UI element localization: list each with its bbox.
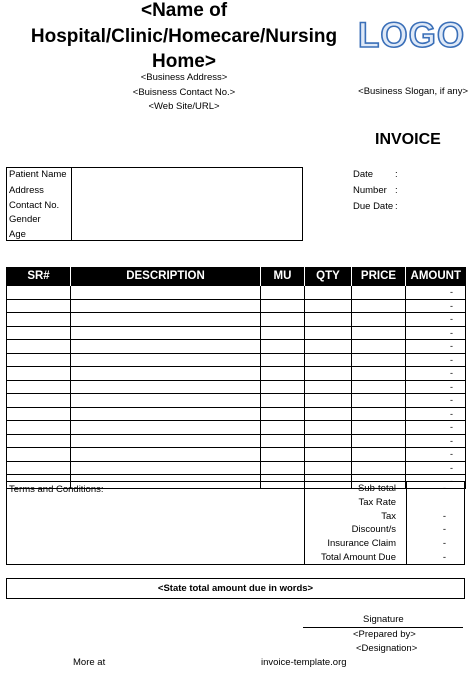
totals-label: Discount/s (351, 524, 396, 536)
signature-line (303, 627, 463, 628)
business-name-line1: <Name of (140, 0, 228, 21)
totals-label: Sub-total (357, 483, 396, 494)
designation: <Designation> (356, 643, 418, 654)
cell-price[interactable] (352, 340, 406, 354)
totals-value[interactable]: - (442, 538, 446, 550)
cell-sr[interactable] (7, 340, 71, 354)
table-row (7, 380, 466, 394)
cell-price[interactable] (352, 326, 406, 340)
table-row (7, 434, 466, 448)
cell-description[interactable] (71, 299, 261, 313)
cell-description[interactable] (71, 394, 261, 408)
cell-qty[interactable] (305, 367, 352, 381)
cell-sr[interactable] (7, 326, 71, 340)
business-name-line2: Hospital/Clinic/Homecare/Nursing (30, 26, 338, 47)
cell-mu[interactable] (261, 326, 305, 340)
cell-mu[interactable] (261, 461, 305, 475)
cell-mu[interactable] (261, 421, 305, 435)
cell-amount[interactable]: - (406, 313, 466, 327)
table-row (7, 421, 466, 435)
cell-mu[interactable] (261, 286, 305, 300)
table-row (7, 326, 466, 340)
cell-amount[interactable]: - (406, 326, 466, 340)
business-name-line3: Home> (152, 51, 216, 72)
col-amount: AMOUNT (406, 267, 466, 286)
cell-qty[interactable] (305, 394, 352, 408)
totals-value[interactable]: - (442, 524, 446, 536)
age-label: Age (9, 229, 26, 240)
items-body (7, 286, 466, 489)
table-row (7, 353, 466, 367)
cell-sr[interactable] (7, 448, 71, 462)
totals-row (298, 537, 458, 551)
cell-mu[interactable] (261, 380, 305, 394)
table-row (7, 448, 466, 462)
cell-amount[interactable]: - (406, 461, 466, 475)
cell-price[interactable] (352, 380, 406, 394)
cell-qty[interactable] (305, 434, 352, 448)
cell-amount[interactable]: - (406, 448, 466, 462)
website: <Web Site/URL> (148, 101, 220, 112)
cell-mu[interactable] (261, 340, 305, 354)
cell-sr[interactable] (7, 394, 71, 408)
cell-description[interactable] (71, 461, 261, 475)
cell-qty[interactable] (305, 340, 352, 354)
cell-amount[interactable]: - (406, 407, 466, 421)
cell-qty[interactable] (305, 407, 352, 421)
cell-amount[interactable]: - (406, 353, 466, 367)
cell-sr[interactable] (7, 313, 71, 327)
totals-value[interactable]: - (442, 483, 446, 494)
cell-amount[interactable]: - (406, 380, 466, 394)
cell-sr[interactable] (7, 299, 71, 313)
cell-qty[interactable] (305, 313, 352, 327)
cell-price[interactable] (352, 407, 406, 421)
cell-description[interactable] (71, 448, 261, 462)
cell-mu[interactable] (261, 448, 305, 462)
cell-amount[interactable]: - (406, 367, 466, 381)
cell-qty[interactable] (305, 326, 352, 340)
cell-qty[interactable] (305, 421, 352, 435)
cell-price[interactable] (352, 353, 406, 367)
cell-price[interactable] (352, 434, 406, 448)
cell-description[interactable] (71, 326, 261, 340)
cell-price[interactable] (352, 367, 406, 381)
signature-label: Signature (363, 614, 404, 625)
cell-mu[interactable] (261, 299, 305, 313)
totals-row (298, 510, 458, 524)
cell-price[interactable] (352, 286, 406, 300)
footer-site-link[interactable]: invoice-template.org (261, 657, 347, 668)
cell-sr[interactable] (7, 461, 71, 475)
cell-sr[interactable] (7, 434, 71, 448)
cell-sr[interactable] (7, 407, 71, 421)
cell-description[interactable] (71, 407, 261, 421)
totals-label: Tax (381, 510, 396, 522)
cell-amount[interactable]: - (406, 434, 466, 448)
table-row (7, 407, 466, 421)
table-row (7, 299, 466, 313)
table-row (7, 313, 466, 327)
cell-qty[interactable] (305, 286, 352, 300)
due-date-colon: : (395, 201, 398, 212)
totals-value[interactable]: - (442, 510, 446, 522)
col-sr: SR# (7, 267, 71, 286)
cell-description[interactable] (71, 434, 261, 448)
cell-price[interactable] (352, 461, 406, 475)
items-table (6, 267, 466, 489)
table-row (7, 340, 466, 354)
cell-amount[interactable]: - (406, 286, 466, 300)
cell-sr[interactable] (7, 353, 71, 367)
totals-label: Tax Rate (358, 496, 396, 508)
totals-row (298, 482, 458, 496)
table-row (7, 367, 466, 381)
cell-amount[interactable]: - (406, 299, 466, 313)
invoice-title: INVOICE (375, 131, 441, 148)
address-label: Address (9, 185, 44, 196)
date-colon: : (395, 169, 398, 180)
business-slogan: <Business Slogan, if any> (358, 86, 468, 97)
gender-label: Gender (9, 214, 41, 225)
date-label: Date (353, 169, 374, 180)
cell-description[interactable] (71, 353, 261, 367)
totals-row (298, 551, 458, 565)
cell-amount[interactable]: - (406, 421, 466, 435)
cell-description[interactable] (71, 286, 261, 300)
contact-label: Contact No. (9, 200, 60, 211)
col-qty: QTY (305, 267, 352, 286)
cell-sr[interactable] (7, 286, 71, 300)
cell-sr[interactable] (7, 367, 71, 381)
cell-mu[interactable] (261, 367, 305, 381)
table-row (7, 394, 466, 408)
cell-description[interactable] (71, 313, 261, 327)
cell-qty[interactable] (305, 299, 352, 313)
totals-row (298, 523, 458, 537)
cell-sr[interactable] (7, 380, 71, 394)
cell-qty[interactable] (305, 448, 352, 462)
cell-description[interactable] (71, 380, 261, 394)
cell-amount[interactable]: - (406, 340, 466, 354)
totals-label: Total Amount Due (321, 552, 396, 563)
col-mu: MU (261, 267, 305, 286)
prepared-by: <Prepared by> (353, 629, 416, 640)
table-row (7, 461, 466, 475)
cell-mu[interactable] (261, 394, 305, 408)
totals-label: Insurance Claim (327, 538, 396, 550)
terms-label: Terms and Conditions: (9, 484, 104, 495)
cell-description[interactable] (71, 421, 261, 435)
amount-in-words[interactable]: <State total amount due in words> (6, 578, 465, 599)
more-at-label: More at (73, 657, 106, 668)
cell-qty[interactable] (305, 353, 352, 367)
business-contact: <Buisness Contact No.> (132, 87, 236, 98)
business-address: <Business Address> (140, 72, 228, 83)
cell-price[interactable] (352, 313, 406, 327)
cell-qty[interactable] (305, 461, 352, 475)
cell-sr[interactable] (7, 421, 71, 435)
totals-row (298, 496, 458, 510)
logo: LOGO (358, 16, 466, 55)
cell-price[interactable] (352, 421, 406, 435)
cell-description[interactable] (71, 367, 261, 381)
cell-price[interactable] (352, 448, 406, 462)
patient-name-label: Patient Name (9, 169, 67, 180)
items-header-row (7, 267, 466, 286)
cell-mu[interactable] (261, 313, 305, 327)
cell-mu[interactable] (261, 407, 305, 421)
due-date-label: Due Date (353, 201, 394, 212)
col-price: PRICE (352, 267, 406, 286)
cell-description[interactable] (71, 340, 261, 354)
table-row (7, 286, 466, 300)
col-description: DESCRIPTION (71, 267, 261, 286)
cell-price[interactable] (352, 394, 406, 408)
patient-box-divider (71, 168, 72, 240)
cell-amount[interactable]: - (406, 394, 466, 408)
number-label: Number (353, 185, 387, 196)
cell-price[interactable] (352, 299, 406, 313)
number-colon: : (395, 185, 398, 196)
cell-mu[interactable] (261, 353, 305, 367)
cell-amount[interactable]: - (406, 475, 466, 489)
totals-value[interactable]: - (442, 552, 446, 563)
cell-mu[interactable] (261, 434, 305, 448)
cell-qty[interactable] (305, 380, 352, 394)
